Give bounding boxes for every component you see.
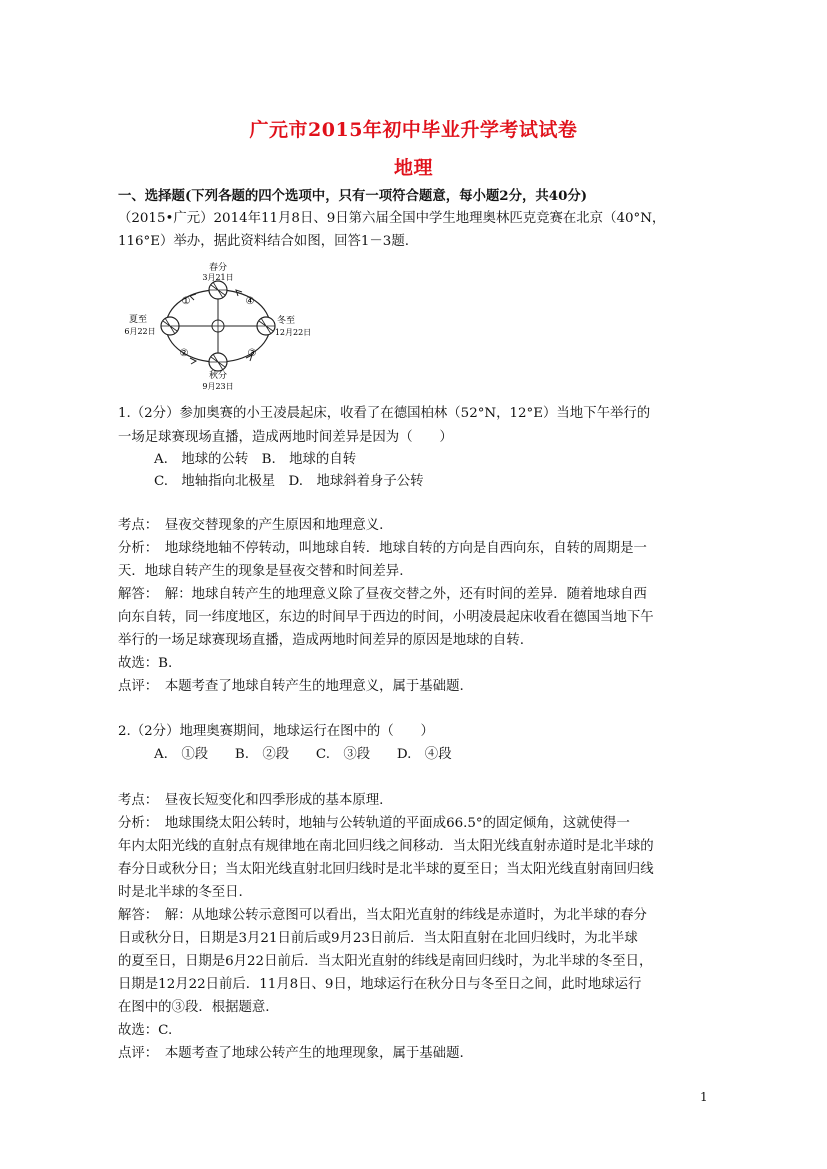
q1-stem-line-2: 一场足球赛现场直播，造成两地时间差异是因为（ ） xyxy=(118,430,453,445)
q2-answer-line: 的夏至日，日期是6月22日前后．当太阳光直射的纬线是南回归线时，为北半球的冬至日， xyxy=(118,954,653,969)
q1-stem-line-1: 1.（2分）参加奥赛的小王凌晨起床，收看了在德国柏林（52°N，12°E）当地下午举行的 xyxy=(118,406,651,421)
summer-date: 6月22日 xyxy=(124,327,156,336)
q2-answer-line: 在图中的③段．根据题意. xyxy=(118,1000,270,1015)
q1-options-line-2: C. 地轴指向北极星 D. 地球斜着身子公转 xyxy=(154,474,424,489)
subject-title: 地理 xyxy=(393,157,433,179)
q2-analysis-line: 分析： 地球围绕太阳公转时，地轴与公转轨道的平面成66.5°的固定倾角，这就使得一 xyxy=(118,816,630,831)
exam-title: 广元市2015年初中毕业升学考试试卷 xyxy=(249,119,578,141)
earth-summer-icon xyxy=(161,317,179,335)
q2-choice: 故选：C. xyxy=(118,1023,173,1038)
earth-winter-icon xyxy=(257,317,275,335)
q1-answer-line: 向东自转，同一纬度地区，东边的时间早于西边的时间，小明凌晨起床收看在德国当地下午 xyxy=(118,610,654,625)
winter-date: 12月22日 xyxy=(274,328,312,337)
q2-answer-line: 日期是12月22日前后．11月8日、9日，地球运行在秋分日与冬至日之间，此时地球运行 xyxy=(118,977,642,992)
q2-options: A. ①段 B. ②段 C. ③段 D. ④段 xyxy=(154,747,452,762)
summer-label: 夏至 xyxy=(128,315,148,325)
spring-date: 3月21日 xyxy=(202,273,234,282)
segment-2-label: ② xyxy=(179,348,189,359)
page-number: 1 xyxy=(700,1090,708,1104)
earth-revolution-diagram xyxy=(118,260,318,392)
q2-stem: 2.（2分）地理奥赛期间，地球运行在图中的（ ） xyxy=(118,724,434,739)
sun-icon xyxy=(212,320,224,332)
q2-answer-line: 日或秋分日，日期是3月21日前后或9月23日前后．当太阳直射在北回归线时，为北半球 xyxy=(118,931,638,946)
q2-analysis-line: 年内太阳光线的直射点有规律地在南北回归线之间移动．当太阳光线直射赤道时是北半球的 xyxy=(118,839,654,854)
q1-kaodian: 考点： 昼夜交替现象的产生原因和地理意义. xyxy=(118,518,384,533)
q1-choice: 故选：B. xyxy=(118,656,173,671)
q1-comment: 点评： 本题考查了地球自转产生的地理意义，属于基础题. xyxy=(118,679,464,694)
intro-line-2: 116°E）举办，据此资料结合如图，回答1－3题. xyxy=(118,234,409,249)
intro-line-1: （2015•广元）2014年11月8日、9日第六届全国中学生地理奥林匹克竞赛在北京（40°N， xyxy=(118,211,666,226)
q2-comment: 点评： 本题考查了地球公转产生的地理现象，属于基础题. xyxy=(118,1046,464,1061)
q1-analysis-line: 分析： 地球绕地轴不停转动，叫地球自转．地球自转的方向是自西向东，自转的周期是一 xyxy=(118,541,647,556)
q1-options-line-1: A. 地球的公转 B. 地球的自转 xyxy=(154,452,357,467)
q1-answer-line: 举行的一场足球赛现场直播，造成两地时间差异的原因是地球的自转. xyxy=(118,633,524,648)
q2-kaodian: 考点： 昼夜长短变化和四季形成的基本原理. xyxy=(118,793,384,808)
earth-autumn-icon xyxy=(209,353,227,371)
q2-answer-line: 解答： 解：从地球公转示意图可以看出，当太阳光直射的纬线是赤道时，为北半球的春分 xyxy=(118,908,647,923)
q1-answer-line: 解答： 解：地球自转产生的地理意义除了昼夜交替之外，还有时间的差异．随着地球自西 xyxy=(118,587,647,602)
autumn-label: 秋分 xyxy=(208,371,228,381)
q1-analysis-line: 天．地球自转产生的现象是昼夜交替和时间差异. xyxy=(118,564,404,579)
segment-4-label: ④ xyxy=(245,296,255,307)
winter-label: 冬至 xyxy=(276,316,296,326)
autumn-date: 9月23日 xyxy=(202,382,234,391)
q2-analysis-line: 时是北半球的冬至日. xyxy=(118,885,243,900)
segment-3-label: ③ xyxy=(247,348,257,359)
earth-spring-icon xyxy=(209,281,227,299)
segment-1-label: ① xyxy=(181,296,191,307)
q2-analysis-line: 春分日或秋分日；当太阳光线直射北回归线时是北半球的夏至日；当太阳光线直射南回归线 xyxy=(118,862,654,877)
spring-label: 春分 xyxy=(208,263,228,273)
section-heading: 一、选择题(下列各题的四个选项中，只有一项符合题意，每小题2分，共40分) xyxy=(118,188,588,204)
